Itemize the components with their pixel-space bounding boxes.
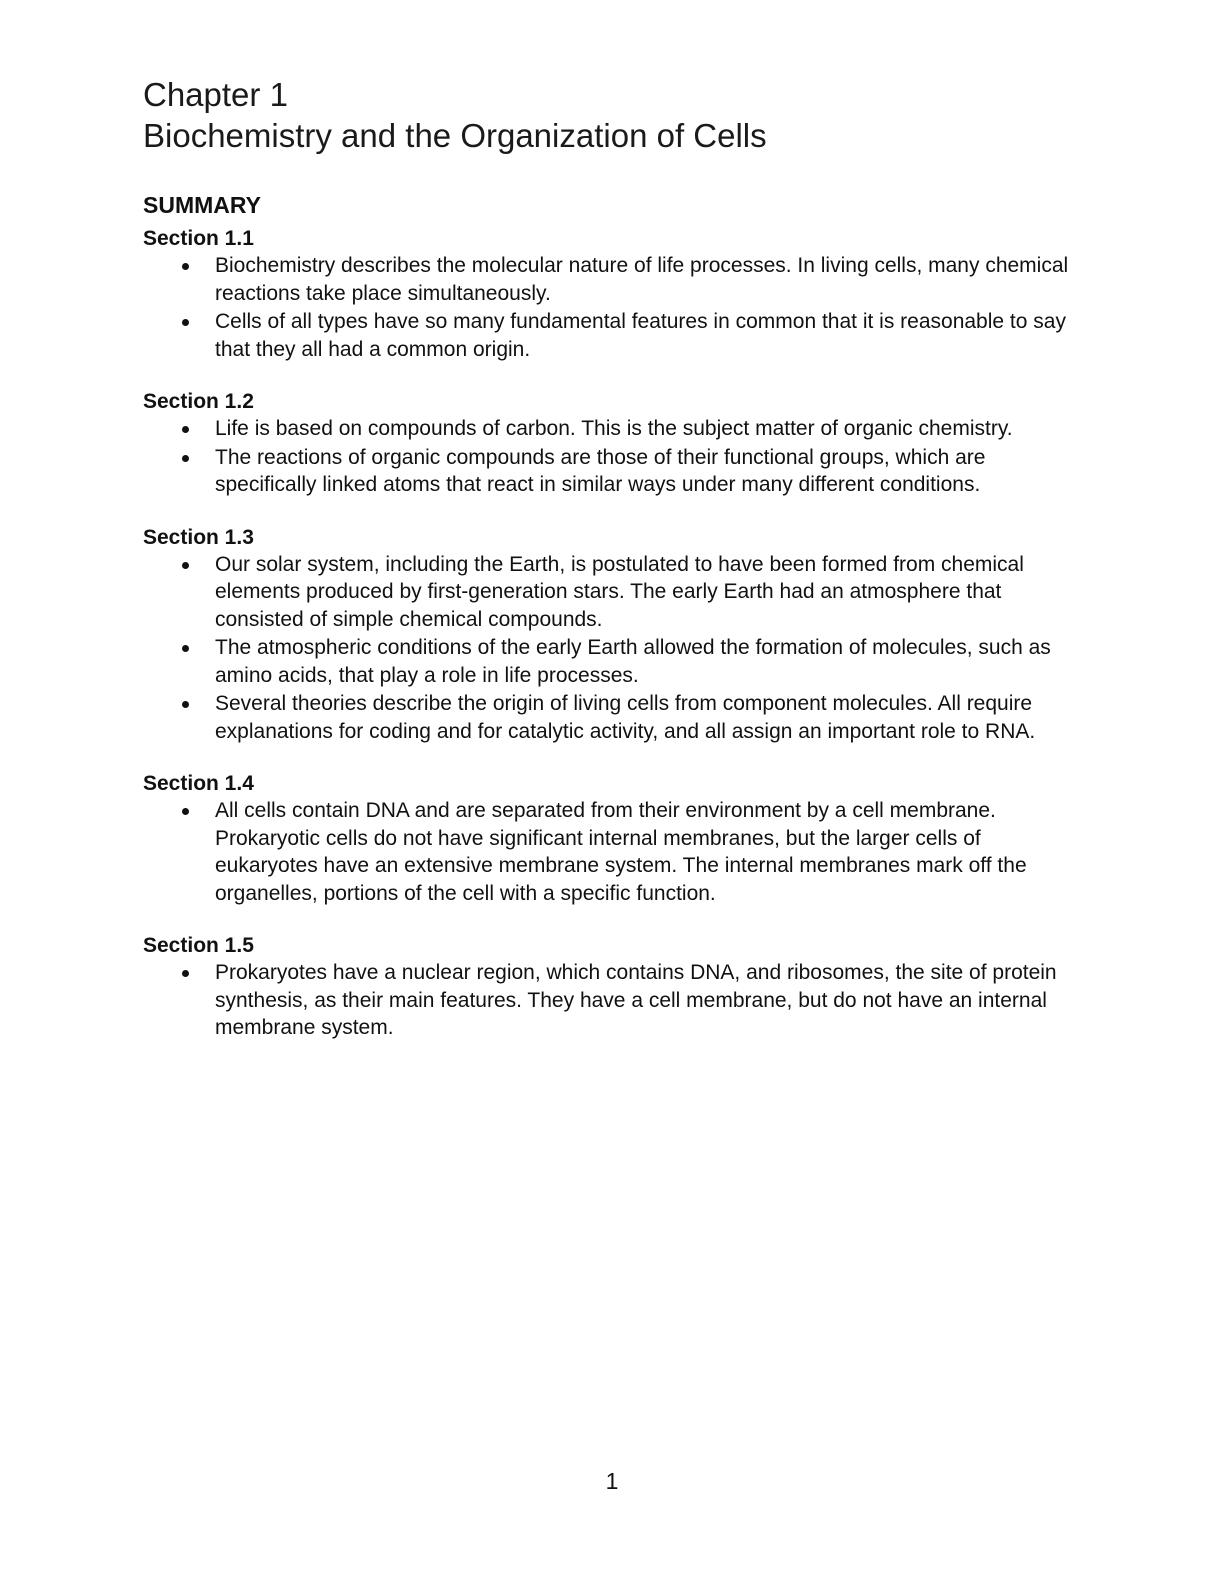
bullet-dot-icon xyxy=(182,808,189,815)
chapter-title: Biochemistry and the Organization of Cells xyxy=(143,117,767,154)
bullet-text: Life is based on compounds of carbon. This is the subject matter of organic chemistry. xyxy=(215,417,1013,440)
bullet-list xyxy=(143,959,1083,1042)
bullet-dot-icon xyxy=(182,970,189,977)
bullet-text: Prokaryotes have a nuclear region, which contains DNA, and ribosomes, the site of protein synthesis, as their main features. They have a cell membrane, but do not have an internal membrane system. xyxy=(215,961,1057,1039)
bullet-item xyxy=(143,959,1083,1042)
bullet-list xyxy=(143,551,1083,746)
summary-section xyxy=(143,770,1083,907)
section-title: Section 1.2 xyxy=(143,390,254,413)
bullet-dot-icon xyxy=(182,426,189,433)
bullet-dot-icon xyxy=(182,455,189,462)
bullet-dot-icon xyxy=(182,319,189,326)
summary-heading: SUMMARY xyxy=(143,192,261,218)
bullet-item xyxy=(143,444,1083,499)
bullet-item xyxy=(143,308,1083,363)
bullet-dot-icon xyxy=(182,562,189,569)
section-title: Section 1.1 xyxy=(143,227,254,250)
bullet-item xyxy=(143,415,1083,443)
bullet-text: Our solar system, including the Earth, is postulated to have been formed from chemical elements produced by first-generation stars. The early Earth had an atmosphere that consisted of simple chemical compounds. xyxy=(215,552,1024,631)
section-title: Section 1.5 xyxy=(143,934,254,957)
summary-section xyxy=(143,225,1083,363)
bullet-text: All cells contain DNA and are separated from their environment by a cell membrane. Prokaryotic cells do not have significant internal membranes, but the larger cells of eukaryotes have an extensive membrane system. The internal membranes mark off the organelles, portions of the cell with a specific function. xyxy=(215,799,1027,905)
bullet-item xyxy=(143,797,1083,907)
bullet-list xyxy=(143,797,1083,907)
section-title: Section 1.3 xyxy=(143,525,254,549)
bullet-item xyxy=(143,551,1083,634)
bullet-item xyxy=(143,634,1083,689)
chapter-heading xyxy=(143,74,767,156)
bullet-dot-icon xyxy=(182,701,189,708)
section-title: Section 1.4 xyxy=(143,772,254,795)
bullet-dot-icon xyxy=(182,645,189,652)
summary-section xyxy=(143,932,1083,1042)
summary-section xyxy=(143,524,1083,746)
bullet-dot-icon xyxy=(182,263,189,270)
bullet-text: Several theories describe the origin of living cells from component molecules. All require explanations for coding and for catalytic activity, and all assign an important role to RNA. xyxy=(215,692,1036,743)
summary-sections xyxy=(143,225,1083,1067)
bullet-item xyxy=(143,252,1083,307)
bullet-text: Cells of all types have so many fundamental features in common that it is reasonable to say that they all had a common origin. xyxy=(215,310,1066,361)
bullet-item xyxy=(143,690,1083,745)
chapter-number: Chapter 1 xyxy=(143,76,288,113)
bullet-text: The atmospheric conditions of the early Earth allowed the formation of molecules, such as amino acids, that play a role in life processes. xyxy=(215,636,1051,687)
bullet-list xyxy=(143,415,1083,499)
bullet-text: The reactions of organic compounds are those of their functional groups, which are specifically linked atoms that react in similar ways under many different conditions. xyxy=(215,445,986,496)
bullet-list xyxy=(143,252,1083,363)
page-number: 1 xyxy=(605,1468,619,1494)
bullet-text: Biochemistry describes the molecular nature of life processes. In living cells, many chemical reactions take place simultaneously. xyxy=(215,254,1069,305)
summary-section xyxy=(143,388,1083,499)
